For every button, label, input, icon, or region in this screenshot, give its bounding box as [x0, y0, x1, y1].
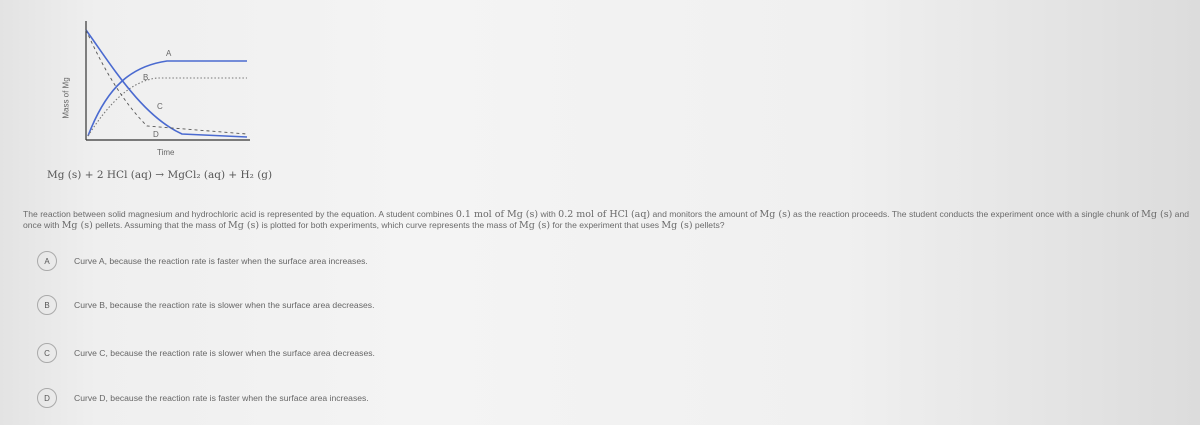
question-chem: Mg (s)	[759, 209, 791, 220]
question-part: for the experiment that uses	[550, 220, 662, 230]
choice-d[interactable]	[37, 387, 369, 409]
equation-arrow: →	[155, 169, 165, 181]
choice-b-text: Curve B, because the reaction rate is slower when the surface area decreases.	[74, 300, 375, 310]
curve-label-a: A	[166, 49, 172, 58]
question-part: is plotted for both experiments, which curve represents the mass of	[259, 220, 519, 230]
choice-b[interactable]	[37, 294, 374, 316]
curve-label-d: D	[153, 130, 159, 139]
choice-d-text: Curve D, because the reaction rate is faster when the surface area increases.	[74, 393, 369, 403]
question-chem: 0.1 mol of Mg (s)	[455, 209, 539, 220]
graph-svg	[62, 16, 262, 164]
x-axis-label: Time	[157, 148, 175, 157]
equation-reactants: Mg (s) + 2 HCl (aq)	[47, 169, 152, 181]
question-chem: Mg (s)	[228, 220, 260, 231]
question-part: The reaction between solid magnesium and hydrochloric acid is represented by the equation. A student combines	[23, 209, 456, 219]
question-chem: Mg (s)	[518, 220, 551, 231]
choice-a-text: Curve A, because the reaction rate is faster when the surface area increases.	[74, 256, 368, 266]
question-part: and monitors the amount of	[650, 209, 760, 219]
curve-a	[88, 61, 247, 136]
curve-c	[86, 30, 247, 137]
question-part: pellets. Assuming that the mass of	[92, 220, 229, 230]
question-text	[23, 209, 1198, 231]
equation-products: MgCl₂ (aq) + H₂ (g)	[167, 169, 273, 181]
choice-d-radio[interactable]: D	[37, 388, 57, 408]
choice-c[interactable]	[37, 342, 375, 364]
question-chem: Mg (s)	[61, 220, 93, 231]
question-part: with	[538, 209, 559, 219]
choice-a[interactable]	[37, 250, 368, 272]
question-chem: Mg (s)	[1141, 209, 1173, 220]
choice-c-radio[interactable]: C	[37, 343, 57, 363]
y-axis-label: Mass of Mg	[61, 77, 71, 119]
choice-c-text: Curve C, because the reaction rate is slower when the surface area decreases.	[74, 348, 375, 358]
reaction-equation	[47, 169, 272, 181]
question-part: as the reaction proceeds. The student conducts the experiment once with a single chunk of	[790, 209, 1142, 219]
curve-d	[86, 30, 247, 134]
question-part: and once with	[23, 209, 1190, 230]
reaction-graph	[62, 16, 262, 164]
curve-label-c: C	[157, 102, 163, 111]
question-chem: 0.2 mol of HCl (aq)	[558, 209, 651, 220]
curve-label-b: B	[143, 73, 149, 82]
question-part: pellets?	[692, 220, 725, 230]
choice-a-radio[interactable]: A	[37, 251, 57, 271]
question-chem: Mg (s)	[661, 220, 693, 231]
choice-b-radio[interactable]: B	[37, 295, 57, 315]
